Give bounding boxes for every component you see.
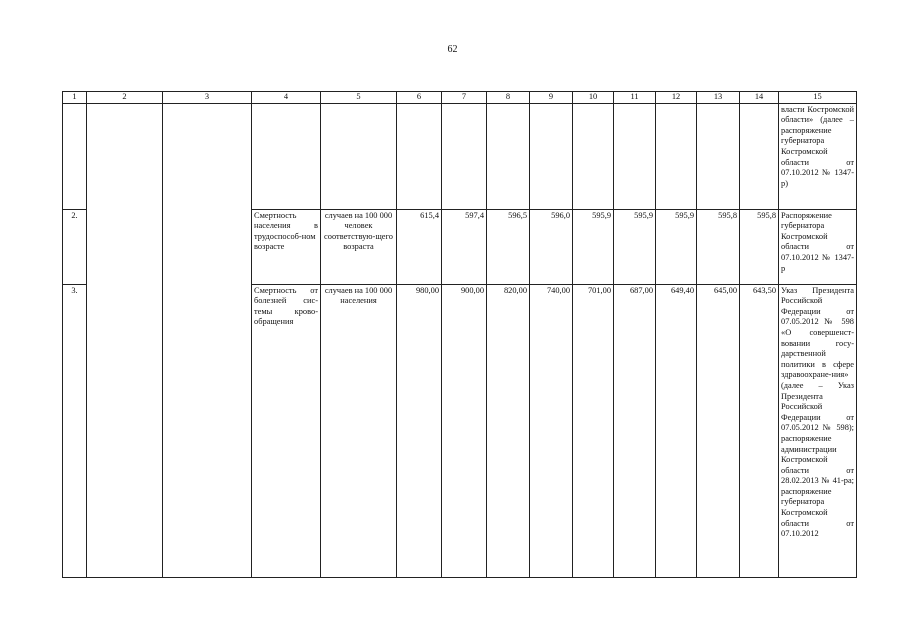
header-cell: 6 bbox=[397, 92, 442, 104]
row-number: 3. bbox=[63, 284, 87, 577]
value-cell: 595,8 bbox=[697, 209, 740, 284]
header-cell: 8 bbox=[487, 92, 530, 104]
value-cell: 595,9 bbox=[573, 209, 614, 284]
value-cell bbox=[487, 103, 530, 209]
header-cell: 11 bbox=[614, 92, 656, 104]
value-cell: 615,4 bbox=[397, 209, 442, 284]
value-cell: 687,00 bbox=[614, 284, 656, 577]
value-cell bbox=[656, 103, 697, 209]
indicator-cell: Смертность от болезней сис-темы крово-обращения bbox=[252, 284, 321, 577]
value-cell: 597,4 bbox=[442, 209, 487, 284]
header-cell: 4 bbox=[252, 92, 321, 104]
header-cell: 1 bbox=[63, 92, 87, 104]
header-cell: 13 bbox=[697, 92, 740, 104]
value-cell bbox=[614, 103, 656, 209]
value-cell: 900,00 bbox=[442, 284, 487, 577]
header-cell: 10 bbox=[573, 92, 614, 104]
header-cell: 15 bbox=[779, 92, 857, 104]
source-cell: Распоряжение губернатора Костромской области от 07.10.2012 № 1347-р bbox=[779, 209, 857, 284]
value-cell: 740,00 bbox=[530, 284, 573, 577]
value-cell: 701,00 bbox=[573, 284, 614, 577]
merged-cell-col3 bbox=[163, 103, 252, 577]
value-cell: 980,00 bbox=[397, 284, 442, 577]
table-row bbox=[63, 103, 857, 209]
unit-cell bbox=[321, 103, 397, 209]
value-cell: 595,9 bbox=[656, 209, 697, 284]
value-cell: 643,50 bbox=[740, 284, 779, 577]
value-cell: 820,00 bbox=[487, 284, 530, 577]
source-cell: Указ Президента Российской Федерации от 07.05.2012 № 598 «О совершенст-вовании госу-дарственной политики в сфере здравоохране-ния» (далее – Указ Президента Российской Федерации от 07.05.2012 № 598); распоряжение администрации Костромской области от 28.02.2013 № 41-ра; распоряжение губернатора Костромской области от 07.10.2012 bbox=[779, 284, 857, 577]
value-cell: 595,9 bbox=[614, 209, 656, 284]
value-cell: 645,00 bbox=[697, 284, 740, 577]
indicator-cell: Смертность населения в трудоспособ-ном возрасте bbox=[252, 209, 321, 284]
header-cell: 9 bbox=[530, 92, 573, 104]
value-cell: 596,5 bbox=[487, 209, 530, 284]
unit-cell: случаев на 100 000 человек соответствую-щего возраста bbox=[321, 209, 397, 284]
header-cell: 14 bbox=[740, 92, 779, 104]
row-number: 2. bbox=[63, 209, 87, 284]
value-cell: 596,0 bbox=[530, 209, 573, 284]
value-cell bbox=[397, 103, 442, 209]
merged-cell-col2 bbox=[87, 103, 163, 577]
value-cell bbox=[573, 103, 614, 209]
indicator-cell bbox=[252, 103, 321, 209]
value-cell bbox=[442, 103, 487, 209]
value-cell bbox=[697, 103, 740, 209]
page-number: 62 bbox=[447, 44, 458, 55]
row-number bbox=[63, 103, 87, 209]
indicators-table bbox=[62, 91, 857, 578]
value-cell bbox=[530, 103, 573, 209]
value-cell: 649,40 bbox=[656, 284, 697, 577]
unit-cell: случаев на 100 000 населения bbox=[321, 284, 397, 577]
source-cell: власти Костромской области» (далее – распоряжение губернатора Костромской области от 07.10.2012 № 1347-р) bbox=[779, 103, 857, 209]
header-cell: 2 bbox=[87, 92, 163, 104]
header-row bbox=[63, 92, 857, 104]
header-cell: 12 bbox=[656, 92, 697, 104]
value-cell: 595,8 bbox=[740, 209, 779, 284]
value-cell bbox=[740, 103, 779, 209]
header-cell: 7 bbox=[442, 92, 487, 104]
header-cell: 5 bbox=[321, 92, 397, 104]
header-cell: 3 bbox=[163, 92, 252, 104]
